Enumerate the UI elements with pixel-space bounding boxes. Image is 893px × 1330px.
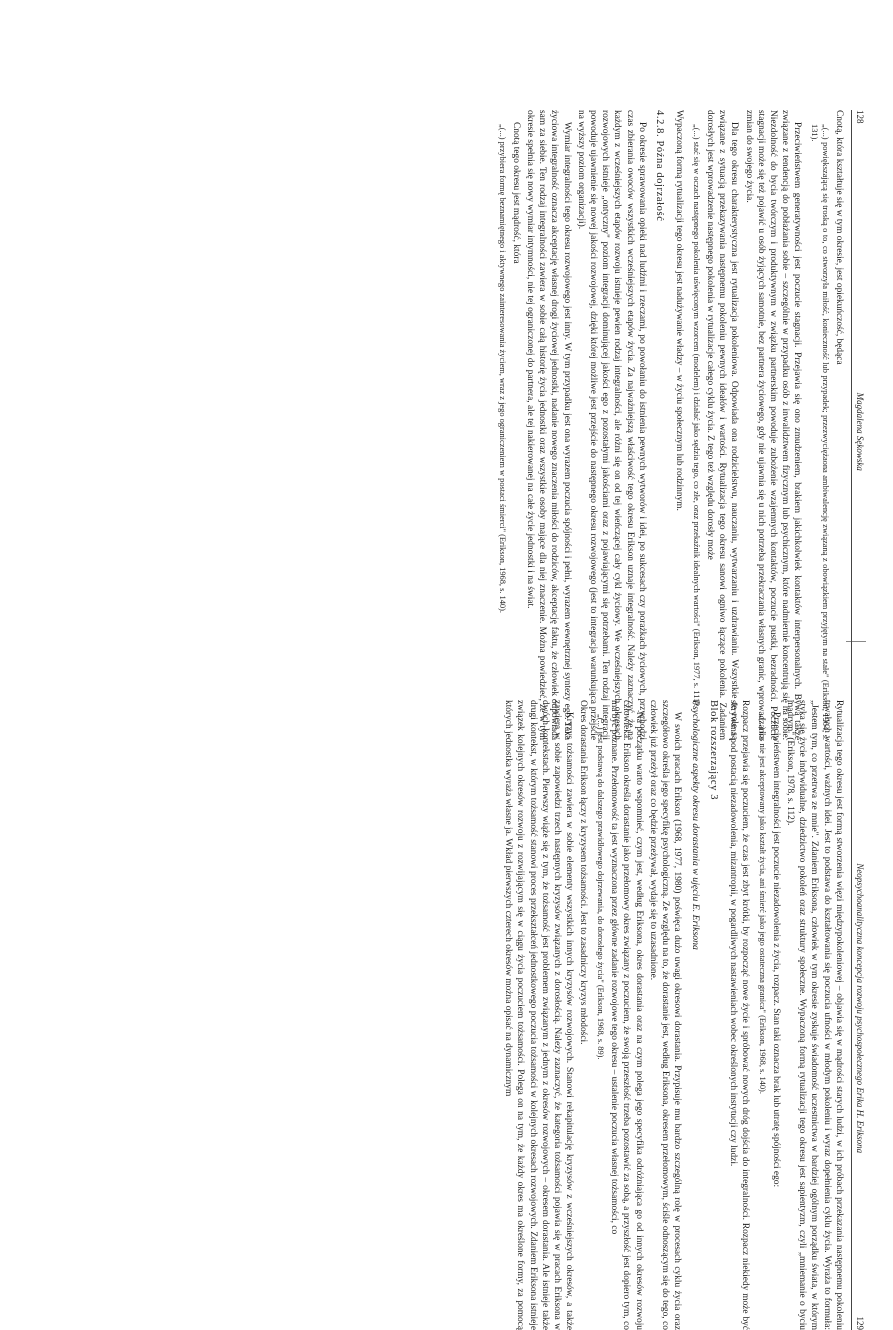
paragraph: Okres dorastania Erikson łączy z kryzysem tożsamości. Jest to zasadniczy kryzys młodości. bbox=[577, 700, 589, 1330]
paragraph: Dla tego okresu charakterystyczna jest rytualizacja pokoleniowa. Odpowiada ona rodzicielstwu, nauczaniu, wytwarzaniu i uzdrawianiu. Wszystkie te role są związane z sytuacją przekazywania następnemu pokoleniu pewnych ideałów i wartości. Rytualizacja tego okresu sanowi ogniwo łączące pokolenia. Zadaniem dorosłych jest wprowadzenie następnego pokolenia w rytualizacje całego cyklu życia. Z tego też względu dorosły może bbox=[704, 110, 741, 740]
paragraph: Na początku warto wspomnieć, czym jest, według Eriksona, okres dorastania oraz na czym polega jego specyfika odróżniająca go od innych okresów rozwoju człowieka. Erikson określa dorastanie jako przełomowy okres związany z poczuciem, że swoją przeszłość trzeba pozostawić za sobą, a przyszłość jest dopiero tym, co ma być poznane. Przełomowość ta jest wyznaczona przez główne zadanie rozwojowe tego okresu – ustalenie poczucia własnej tożsamości, co bbox=[608, 700, 645, 1330]
block-quote: „(...) przybiera formę beznamiętnego i aktywnego zainteresowania życiem, wraz z jego ograniczeniem w postaci śmierci" (Erikson, 1968, s. 140). bbox=[496, 124, 507, 740]
page-number: 128 bbox=[854, 110, 866, 124]
block-quote: „(...) los nie jest akceptowany jako kształt życia, ani śmierć jako jego ostateczna granica" (Erikson, 1968, s. 140). bbox=[756, 714, 767, 1330]
running-head-title: Magdalena Sękowska bbox=[854, 124, 866, 741]
paragraph: Rozpacz przejawia się poczuciem, że czas jest zbyt krótki, by rozpocząć nowe życie i spróbować nowych dróg dojścia do integralności. Rozpacz niekiedy może być skrywana pod postacią niezadowolenia, mizantropii, w pogardliwych nastawieniach wobec określonych instytucji czy ludzi. bbox=[727, 700, 751, 1330]
section-heading: Blok rozszerzający 3 bbox=[706, 700, 718, 1330]
running-head-title: Neopsychoanalityczna koncepcja rozwoju psychospołecznego Erika H. Eriksona bbox=[854, 700, 866, 1317]
paragraph: Wypaczoną formą rytualizacji tego okresu jest nadużywanie władzy – w życiu społecznym lub rodzinnym. bbox=[673, 110, 685, 740]
paragraph: Rytualizacja tego okresu jest formą stworzenia więzi międzypokoleniowej – objawia się w mądrości starych ludzi, w ich próbach przekazania następnemu pokoleniu trwałych wartości, ważnych idei. Jest to podstawa do kształtowania się poczucia ufności w młodym pokoleniu i wyraz dopełnienia cyklu życia. Wyraża to formuła: „Jestem tym, co przetrwa ze mnie". Zdaniem Eriksona, człowiek w tym okresie zyskuje świadomość uczestnictwa w bardziej ogólnym porządku świata, w którym styka się życie indywidualne, dziedzictwo pokoleń oraz struktury społeczne. Wypaczoną formą rytualizacji tego okresu jest sapientyzm, czyli „mniemanie o byciu mądrym" (Erikson, 1978, s. 112). bbox=[784, 700, 845, 1330]
block-quote: „(...) powiększającą się troską o to, co stworzyła miłość, konieczność lub przypadek; przezwyciężaona ambiwalencję związaną z obowiązkiem przyjętym na stałe" (Erikson, 1964, s. 131). bbox=[808, 124, 829, 740]
section-subtitle: Psychologiczne aspekty okresu dorastania w ujęciu E. Eriksona bbox=[689, 700, 701, 1330]
right-page bbox=[436, 700, 866, 1330]
paragraph: Po okresie sprawowania opieki nad ludźmi i rzeczami, po powołaniu do istnienia pewnych wytworów i idei, po sukcesach czy porażkach życiowych, przychodzi czas zbierania owoców wszystkich wcześniejszych etapów życia. Za najważniejszą właściwość tego okresu Erikson uznaje integralność. Należy zaznaczyć, że na każdym z wcześniejszych etapów rozwoju istnieje pewien rodzaj integralności, ale różni się on od tej wieńczącej cały cykl życiowy. We wcześniejszych okresach rozwojowych istnieje „ontyczny" poziom integracji dominującej jakości ego z pozostałymi jakościami oraz z pojawiającymi się potrzebami. Ten rodzaj integracji powoduje ujawnienie się nowej jakości rozwojowej, dzięki której możliwe jest przejście do następnego okresu rozwojowego (jest to integracja warunkująca przejście na wyższy poziom organizacji). bbox=[575, 110, 648, 740]
block-quote: „(...) stać się w oczach następnego pokolenia uświęconym wzorcem (modelem) i działać jako sędzia tego, co złe, oraz przekaźnik idealnych wartości" (Erikson, 1977, s. 111). bbox=[690, 124, 701, 740]
paragraph: W swoich pracach Erikson (1968, 1977, 1980) poświęca dużo uwagi okresowi dorastania. Przypisuje mu bardzo szczególną rolę w procesach cyklu życia oraz szczegółowo określa jego specyfikę psychologiczną. Ze względu na to, że dorastanie jest, według Eriksona, okresem przełomowym, ściśle odnoszącym się do tego, co człowiek już przeżył oraz co będzie przeżywał, wydaje się to uzasadnione. bbox=[647, 700, 684, 1330]
paragraph: Przeciwieństwem integralności jest poczucie niezadowolenia z życia, rozpacz. Stan taki oznacza brak lub utratę spójności ego: bbox=[770, 700, 782, 1330]
section-heading: 4.2.8. Późna dojrzałość bbox=[653, 110, 665, 740]
running-head bbox=[851, 700, 866, 1330]
page-number: 129 bbox=[854, 1317, 866, 1330]
left-page bbox=[436, 110, 866, 740]
paragraph: Wymiar integralności tego okresu rozwojowego jest inny. W tym przypadku jest ona wyrazem poczucia spójności i pełni, wyrazem wewnętrznej syntezy ego. Taka życiowa integralność oznacza akceptację własnej drogi życiowej jednostki, nadanie nowego znaczenia miłości do rodziców, akceptację faktu, że człowiek odpowiada sam za siebie. Ten rodzaj integralności zawiera w sobie całą historię życia jednostki oraz wszystkie osoby mające dla niej znaczenie. Można powiedzieć, że w tym okresie spełnia się nowy wymiar intymności, nie tej ograniczonej do partnera, ale tej nakierowanej na całe życie jednostki i na świat. bbox=[524, 110, 573, 740]
running-head bbox=[851, 110, 866, 740]
block-quote: „(...) jest podstawą do dalszego prawidłowego dojrzewania, do dorosłego życia" (Erikson, 1968, s. 89). bbox=[594, 714, 605, 1330]
paragraph: Cnotą, która kształtuje się w tym okresie, jest opiekuńczość, będąca bbox=[833, 110, 845, 740]
paragraph: Kryzys tożsamości zawiera w sobie elementy wszystkich innych kryzysów rozwojowych. Stanowi rekapitulację kryzysów z wcześniejszych okresów, a także zawiera w sobie zapowiedzi trzech następnych kryzysów związanych z dorosłością. Należy zaznaczyć, że kategoria tożsamości pojawia się w pracach Eriksona w dwóch kontekstach. Pierwszy wiąże się z tym, że tożsamość jest problemem związanym z jednym z okresów rozwojowych – okresem dorastania. Ale istnieje także drugi kontekst, w którym tożsamość stanowi proces przekształceń jednostkowego poczucia tożsamości w kolejnych okresach rozwojowych. Zdaniem Eriksona istnieje związek kolejnych okresów rozwoju z rozwijającym się w ciągu życia poczuciem tożsamości. Polega on na tym, że każdy okres ma określone formy, za pomocą których jednostka wyraża własne ja. Wkład pierwszych czterech okresów można opisać na dynamicznym bbox=[502, 700, 575, 1330]
paragraph: Przeciwieństwem generatywności jest poczucie stagnacji. Przejawia się ono zmudzeniem, brakiem jakichkolwiek kontaktów interpersonalnych. Bywa także związane z tendencją do pobłażania sobie – szczególnie w przypadku osób z inwalidztwem fizycznym lub psychicznym, które nadmiernie koncentrują się na sobie. Niezdolność do bycia twórczym i produktywnym w związku partnerskim powoduje zubożenie wzajemnych kontaktów, poczucie pustki, bezradności. Poczucie stagnacji może się też pojawić u osób żyjących samotnie, bez partnera życiowego, gdy nie ujawnia się u nich potrzeba przekraczania własnych granic, wprowadzania zmian do swojego życia. bbox=[742, 110, 803, 740]
paragraph: Cnotą tego okresu jest mądrość, która bbox=[510, 110, 522, 740]
